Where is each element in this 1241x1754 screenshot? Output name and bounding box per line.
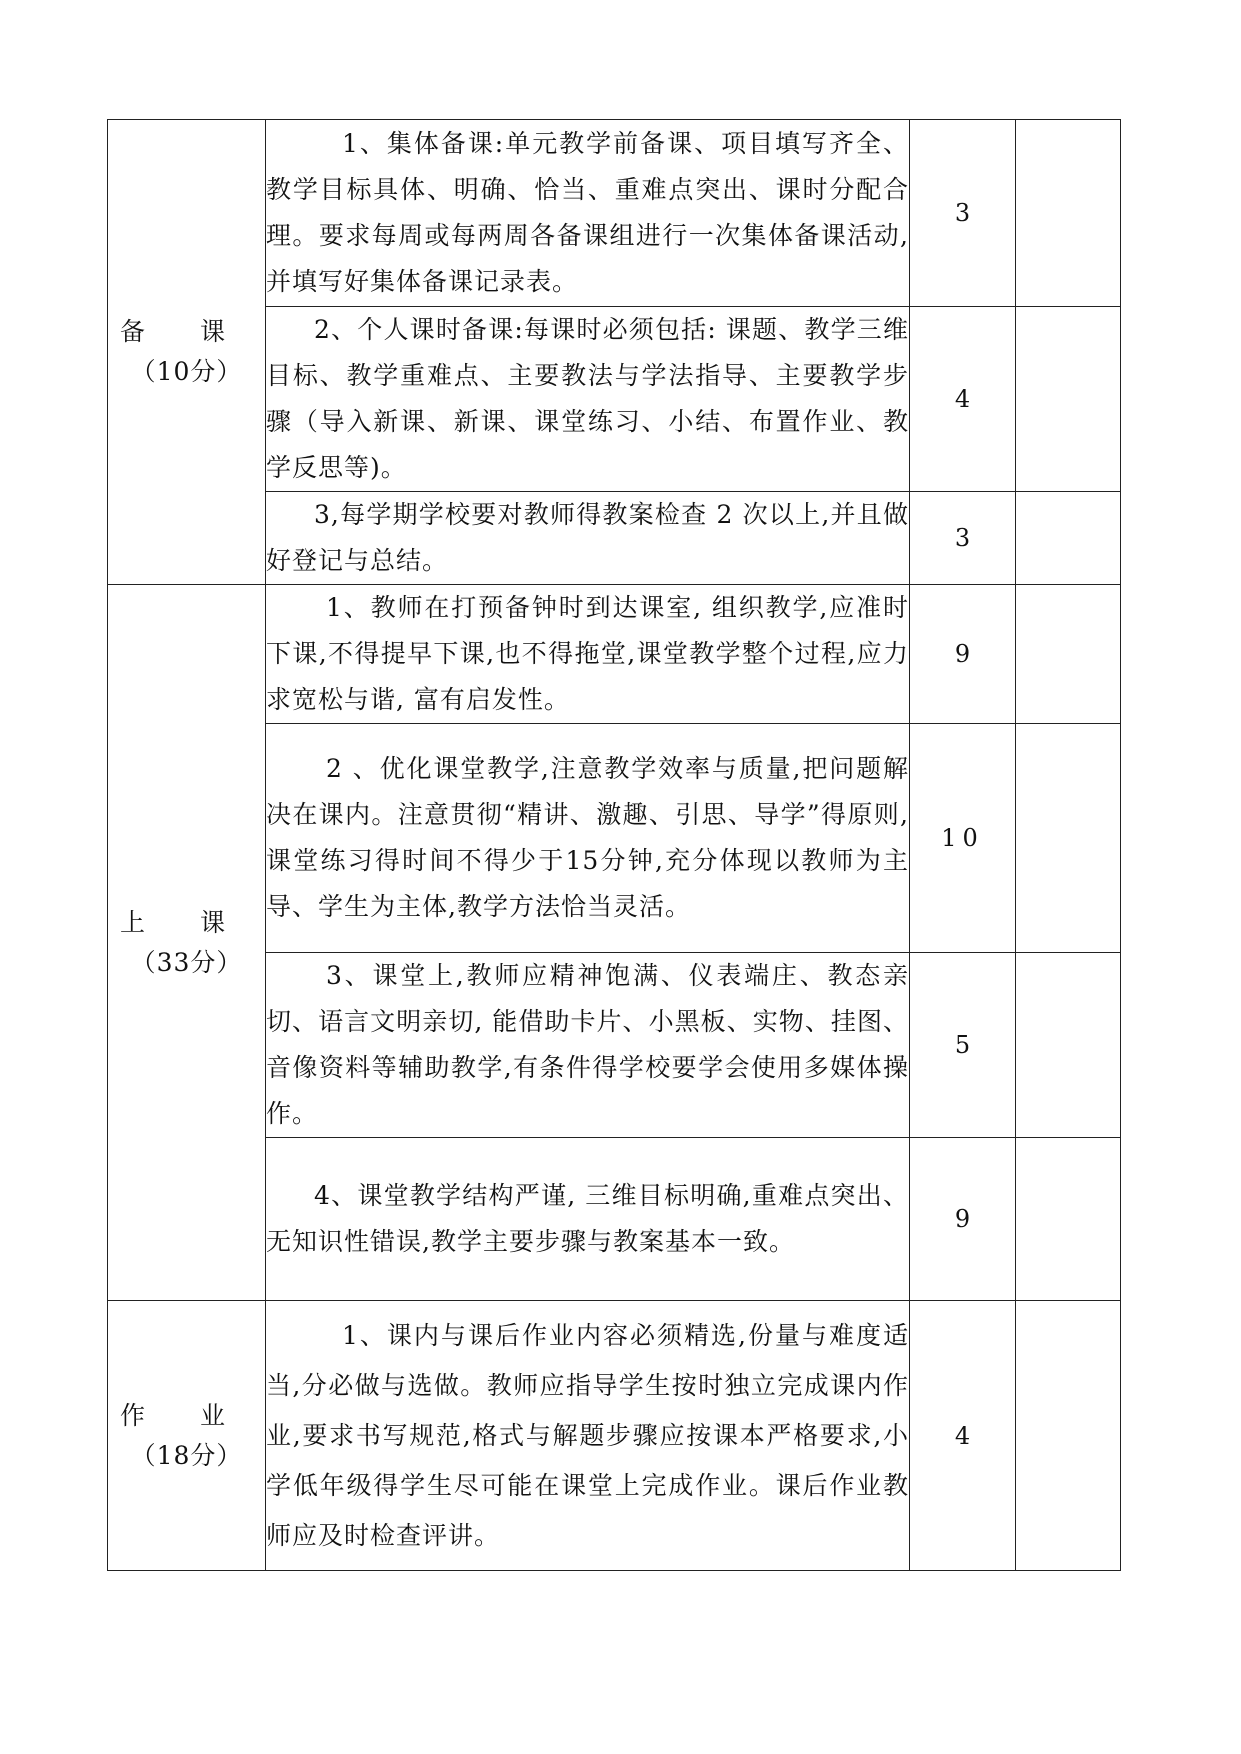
blank-cell (1016, 492, 1121, 585)
blank-cell (1016, 120, 1121, 307)
blank-cell (1016, 724, 1121, 953)
score-cell: 3 (910, 120, 1016, 307)
table-row (108, 1301, 1121, 1571)
criterion-text: 3,每学期学校要对教师得教案检查 2 次以上,并且做好登记与总结。 (266, 492, 910, 585)
category-char-2: 课 (200, 907, 227, 937)
category-char-1: 上 (120, 907, 147, 937)
score-cell: 10 (910, 724, 1016, 953)
criterion-text: 2、个人课时备课:每课时必须包括: 课题、教学三维目标、教学重难点、主要教法与学法指导、主要教学步骤（导入新课、新课、课堂练习、小结、布置作业、教学反思等)。 (266, 307, 910, 492)
score-cell: 9 (910, 585, 1016, 724)
criterion-text: 2 、优化课堂教学,注意教学效率与质量,把问题解决在课内。注意贯彻“精讲、激趣、引思、导学”得原则,课堂练习得时间不得少于15分钟,充分体现以教师为主导、学生为主体,教学方法恰当灵活。 (266, 724, 910, 953)
criterion-text: 1、集体备课:单元教学前备课、项目填写齐全、教学目标具体、明确、恰当、重难点突出、课时分配合理。要求每周或每两周各备课组进行一次集体备课活动,并填写好集体备课记录表。 (266, 120, 910, 307)
criterion-text: 1、教师在打预备钟时到达课室, 组织教学,应准时下课,不得提早下课,也不得拖堂,课堂教学整个过程,应力求宽松与谐, 富有启发性。 (266, 585, 910, 724)
score-cell: 4 (910, 1301, 1016, 1571)
category-points: （18分） (130, 1440, 243, 1470)
score-cell: 4 (910, 307, 1016, 492)
table-row (108, 585, 1121, 724)
blank-cell (1016, 1301, 1121, 1571)
category-cell (108, 1301, 266, 1571)
category-char-1: 备 (120, 317, 147, 346)
category-cell (108, 120, 266, 585)
category-char-1: 作 (120, 1400, 147, 1430)
category-points: （33分） (130, 947, 243, 977)
category-points: （10分） (130, 357, 243, 386)
score-cell: 5 (910, 953, 1016, 1138)
blank-cell (1016, 1138, 1121, 1301)
blank-cell (1016, 307, 1121, 492)
category-char-2: 业 (200, 1400, 227, 1430)
blank-cell (1016, 953, 1121, 1138)
category-char-2: 课 (200, 317, 227, 346)
score-cell: 9 (910, 1138, 1016, 1301)
category-cell (108, 585, 266, 1301)
blank-cell (1016, 585, 1121, 724)
table-row (108, 120, 1121, 307)
criterion-text: 3、课堂上,教师应精神饱满、仪表端庄、教态亲切、语言文明亲切, 能借助卡片、小黑板、实物、挂图、音像资料等辅助教学,有条件得学校要学会使用多媒体操作。 (266, 953, 910, 1138)
criterion-text: 4、课堂教学结构严谨, 三维目标明确,重难点突出、无知识性错误,教学主要步骤与教案基本一致。 (266, 1138, 910, 1301)
criterion-text: 1、课内与课后作业内容必须精选,份量与难度适当,分必做与选做。教师应指导学生按时独立完成课内作业,要求书写规范,格式与解题步骤应按课本严格要求,小学低年级得学生尽可能在课堂上完成作业。课后作业教师应及时检查评讲。 (266, 1301, 910, 1571)
evaluation-table (107, 119, 1121, 1571)
score-cell: 3 (910, 492, 1016, 585)
